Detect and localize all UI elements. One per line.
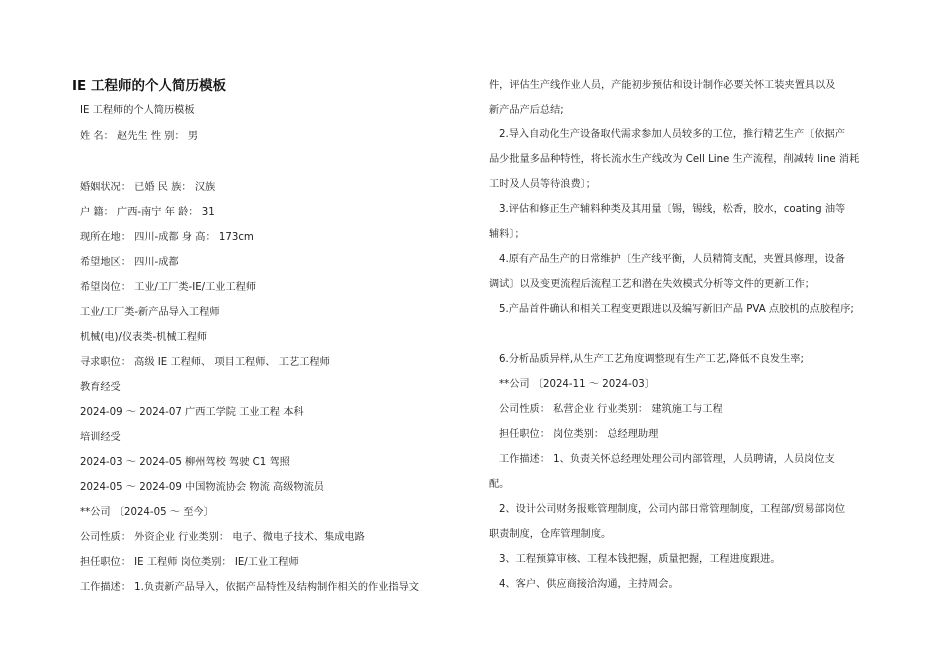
right-line-12: **公司 〔2024-11 ～ 2024-03〕 [499,379,655,390]
left-line-8: 工业/工厂类-新产品导入工程师 [80,307,220,318]
right-line-15: 工作描述： 1、负责关怀总经理处理公司内部管理，人员聘请，人员岗位支 [499,454,835,465]
right-line-14: 担任职位： 岗位类别： 总经理助理 [499,429,659,440]
left-line-4: 户 籍： 广西-南宁 年 龄： 31 [80,207,215,218]
right-line-3: 品少批量多品种特性，将长流水生产线改为 Cell Line 生产流程，削减转 line 消耗 [489,154,860,165]
left-line-15: 2024-05 ～ 2024-09 中国物流协会 物流 高级物流员 [80,482,324,493]
left-line-16: **公司 〔2024-05 ～ 至今〕 [80,507,214,518]
left-line-11: 教育经受 [80,382,121,393]
left-line-13: 培训经受 [80,432,121,443]
right-line-1: 新产品产后总结; [489,105,564,116]
left-line-0: IE 工程师的个人简历模板 [80,105,195,116]
left-line-9: 机械(电)/仪表类-机械工程师 [80,332,208,343]
left-line-7: 希望岗位： 工业/工厂类-IE/工业工程师 [80,282,257,293]
right-line-18: 职责制度，仓库管理制度。 [489,529,612,540]
right-line-0: 件，评估生产线作业人员，产能初步预估和设计制作必要关怀工装夹置具以及 [489,80,836,91]
right-line-17: 2、设计公司财务报账管理制度，公司内部日常管理制度，工程部/贸易部岗位 [499,504,846,515]
right-line-2: 2.导入自动化生产设备取代需求参加人员较多的工位，推行精艺生产〔依据产 [499,129,845,140]
left-line-18: 担任职位： IE 工程师 岗位类别： IE/工业工程师 [80,557,299,568]
right-line-13: 公司性质： 私营企业 行业类别： 建筑施工与工程 [499,404,723,415]
right-line-11: 6.分析品质异样,从生产工艺角度调整现有生产工艺,降低不良发生率; [499,354,804,365]
left-line-17: 公司性质： 外资企业 行业类别： 电子、微电子技术、集成电路 [80,532,365,543]
left-line-3: 婚姻状况： 已婚 民 族： 汉族 [80,182,216,193]
left-line-1: 姓 名： 赵先生 性 别： 男 [80,131,199,142]
right-line-5: 3.评估和修正生产辅料种类及其用量〔锡，锡线，松香，胶水，coating 油等 [499,204,846,215]
left-line-6: 希望地区： 四川-成都 [80,257,179,268]
left-line-14: 2024-03 ～ 2024-05 柳州驾校 驾驶 C1 驾照 [80,457,290,468]
right-line-19: 3、工程预算审核、工程本钱把握，质量把握，工程进度跟进。 [499,554,781,565]
right-line-9: 5.产品首件确认和相关工程变更跟进以及编写新旧产品 PVA 点胶机的点胶程序; [499,304,854,315]
right-line-20: 4、客户、供应商接洽沟通，主持周会。 [499,579,679,590]
right-line-6: 辅料〕； [489,229,525,240]
right-line-4: 工时及人员等待浪费〕； [489,179,596,190]
left-line-19: 工作描述： 1.负责新产品导入，依据产品特性及结构制作相关的作业指导文 [80,582,419,593]
right-line-7: 4.原有产品生产的日常维护〔生产线平衡，人员精简支配，夹置具修理，设备 [499,254,845,265]
left-line-5: 现所在地： 四川-成都 身 高： 173cm [80,232,254,243]
right-line-16: 配。 [489,479,510,490]
left-line-10: 寻求职位： 高级 IE 工程师、 项目工程师、 工艺工程师 [80,357,330,368]
left-line-12: 2024-09 ～ 2024-07 广西工学院 工业工程 本科 [80,407,304,418]
right-line-8: 调试〕以及变更流程后流程工艺和潜在失效模式分析等文件的更新工作； [489,279,815,290]
document-title: IE 工程师的个人简历模板 [72,78,226,94]
